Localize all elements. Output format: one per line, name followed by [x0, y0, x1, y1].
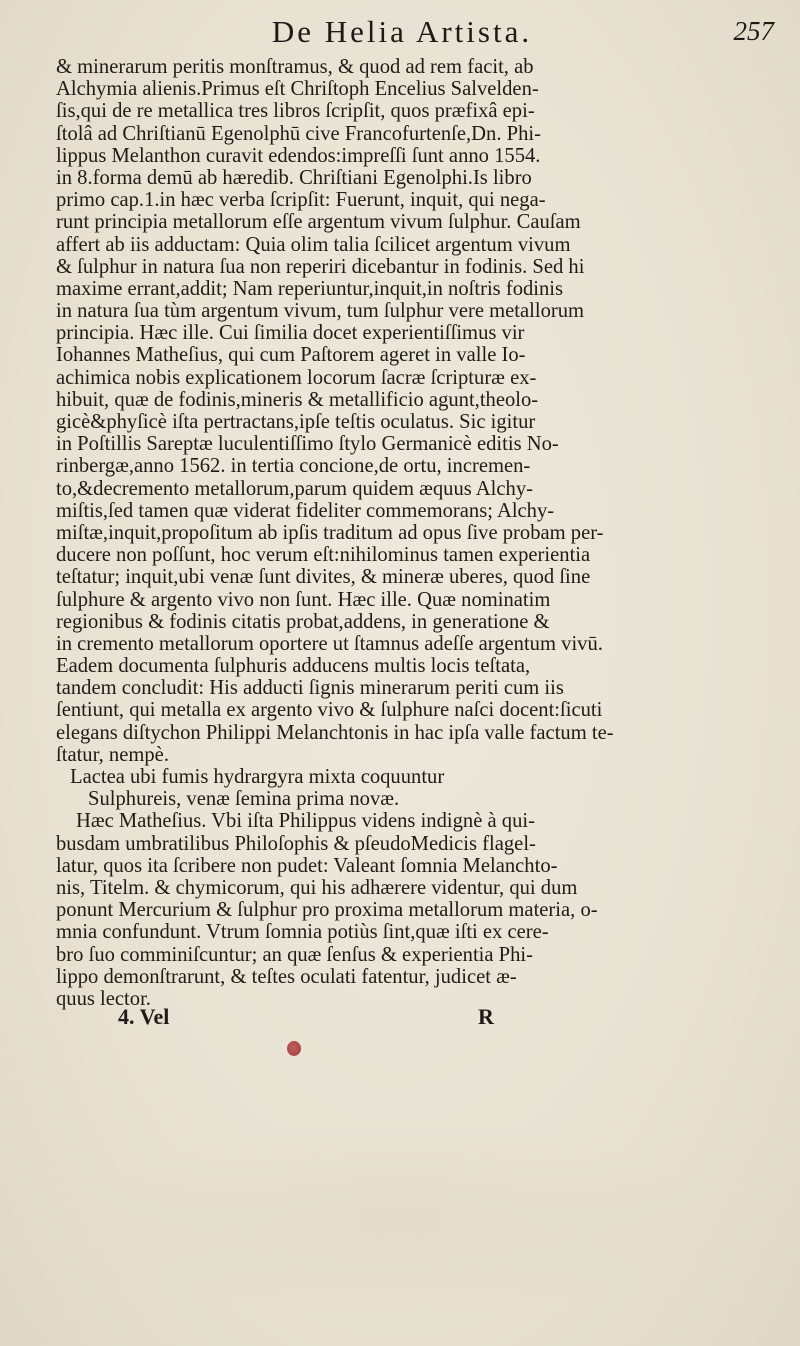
- text-line: rinbergæ,anno 1562. in tertia concione,de ortu, incremen-: [56, 455, 531, 478]
- text-line: Hæc Matheſius. Vbi iſta Philippus videns indignè à qui-: [76, 810, 535, 833]
- text-line: teſtatur; inquit,ubi venæ ſunt divites, & mineræ uberes, quod ſine: [56, 566, 591, 589]
- text-line: Eadem documenta ſulphuris adducens multis locis teſtata,: [56, 655, 531, 678]
- text-line: lippus Melanthon curavit edendos:impreſſi ſunt anno 1554.: [56, 144, 541, 167]
- text-line: Alchymia alienis.Primus eſt Chriſtoph Encelius Salvelden-: [56, 78, 539, 101]
- page-header: [40, 14, 774, 54]
- text-line: lippo demonſtrarunt, & teſtes oculati fatentur, judicet æ-: [56, 965, 517, 988]
- text-line: primo cap.1.in hæc verba ſcripſit: Fuerunt, inquit, qui nega-: [56, 189, 546, 212]
- ink-spot: [287, 1041, 301, 1056]
- text-line: ducere non poſſunt, hoc verum eſt:nihilominus tamen experientia: [56, 544, 591, 567]
- text-line: ſulphure & argento vivo non ſunt. Hæc ille. Quæ nominatim: [56, 588, 551, 611]
- text-line: runt principia metallorum eſſe argentum vivum ſulphur. Cauſam: [56, 211, 581, 234]
- text-line: ſtatur, nempè.: [56, 743, 169, 766]
- signature-mark: R: [478, 1004, 494, 1029]
- verse-line: Sulphureis, venæ ſemina prima novæ.: [88, 788, 400, 811]
- paper-stain: [90, 1120, 710, 1320]
- catchword: 4. Vel: [118, 1004, 170, 1029]
- text-line: hibuit, quæ de fodinis,mineris & metallificio agunt,theolo-: [56, 388, 539, 411]
- text-line: ſtolâ ad Chriſtianū Egenolphū cive Francofurtenſe,Dn. Phi-: [56, 122, 541, 145]
- text-line: affert ab iis adductam: Quia olim talia ſcilicet argentum vivum: [56, 233, 571, 256]
- text-line: Iohannes Matheſius, qui cum Paſtorem ageret in valle Io-: [56, 344, 526, 367]
- text-line: bro ſuo comminiſcuntur; an quæ ſenſus & experientia Phi-: [56, 943, 534, 966]
- text-line: busdam umbratilibus Philoſophis & pſeudoMedicis flagel-: [56, 832, 536, 855]
- text-line: ſentiunt, qui metalla ex argento vivo & ſulphure naſci docent:ſicuti: [56, 699, 603, 722]
- text-line: in cremento metallorum oportere ut ſtamnus adeſſe argentum vivū.: [56, 632, 603, 655]
- page-number: 257: [733, 16, 774, 46]
- text-line: & ſulphur in natura ſua non reperiri dicebantur in fodinis. Sed hi: [56, 255, 585, 278]
- text-line: miſtæ,inquit,propoſitum ab ipſis traditum ad opus ſive probam per-: [56, 521, 604, 544]
- text-line: elegans diſtychon Philippi Melanchtonis in hac ipſa valle factum te-: [56, 721, 614, 744]
- text-line: quus lector.: [56, 987, 151, 1010]
- text-line: regionibus & fodinis citatis probat,addens, in generatione &: [56, 610, 550, 633]
- text-line: achimica nobis explicationem locorum ſacræ ſcripturæ ex-: [56, 366, 537, 389]
- body-text: [56, 56, 792, 1010]
- page-footer: [0, 1004, 800, 1044]
- text-line: latur, quos ita ſcribere non pudet: Valeant ſomnia Melanchto-: [56, 854, 558, 877]
- text-line: ſis,qui de re metallica tres libros ſcripſit, quos præfixâ epi-: [56, 100, 535, 123]
- text-line: principia. Hæc ille. Cui ſimilia docet experientiſſimus vir: [56, 322, 525, 345]
- verse-line: Lactea ubi fumis hydrargyra mixta coquuntur: [70, 766, 445, 788]
- text-line: nis, Titelm. & chymicorum, qui his adhærere videntur, qui dum: [56, 876, 578, 899]
- text-line: miſtis,ſed tamen quæ viderat fideliter commemorans; Alchy-: [56, 499, 555, 522]
- running-title: De Helia Artista.: [271, 14, 533, 49]
- text-line: gicè&phyſicè iſta pertractans,ipſe teſtis oculatus. Sic igitur: [56, 411, 536, 433]
- text-line: mnia confundunt. Vtrum ſomnia potiùs ſint,quæ iſti ex cere-: [56, 921, 549, 944]
- text-line: maxime errant,addit; Nam reperiuntur,inquit,in noſtris fodinis: [56, 277, 564, 300]
- text-line: ponunt Mercurium & ſulphur pro proxima metallorum materia, o-: [56, 899, 598, 922]
- text-line: & minerarum peritis monſtramus, & quod ad rem facit, ab: [56, 56, 534, 78]
- text-line: in 8.forma demū ab hæredib. Chriſtiani Egenolphi.Is libro: [56, 166, 532, 189]
- text-line: in Poſtillis Sareptæ luculentiſſimo ſtylo Germanicè editis No-: [56, 433, 559, 456]
- text-line: in natura ſua tùm argentum vivum, tum ſulphur vere metallorum: [56, 300, 585, 323]
- text-line: to,&decremento metallorum,parum quidem æquus Alchy-: [56, 477, 533, 500]
- text-line: tandem concludit: His adducti ſignis minerarum periti cum iis: [56, 677, 564, 700]
